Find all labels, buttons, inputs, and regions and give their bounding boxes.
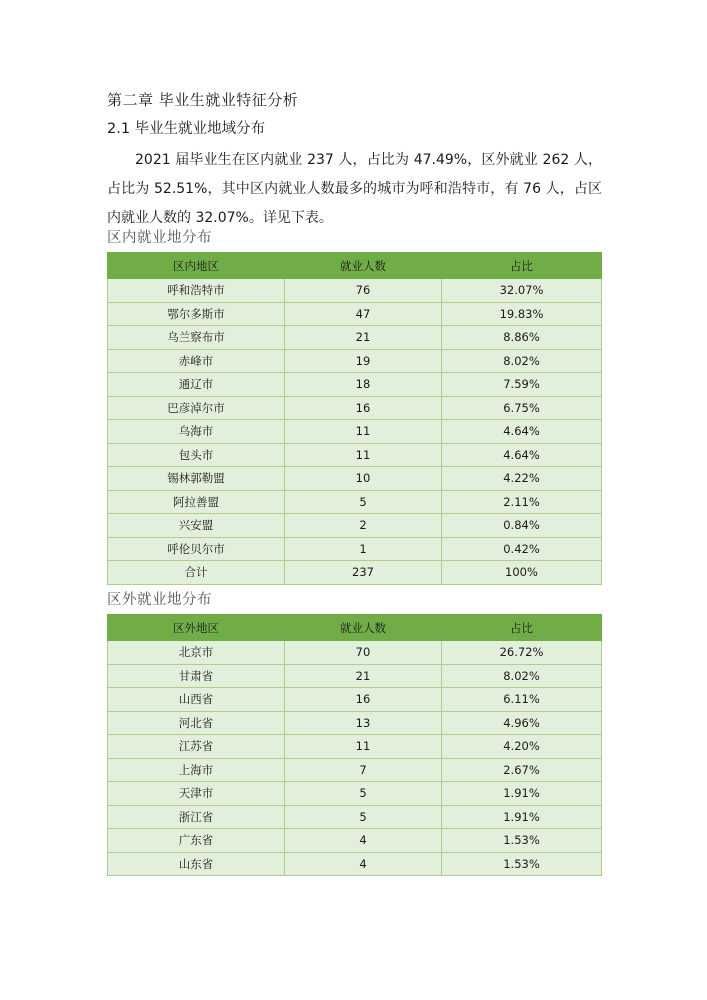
table-row xyxy=(108,514,602,538)
cell-region: 山东省 xyxy=(108,852,285,876)
cell-ratio: 1.91% xyxy=(442,805,602,829)
table-row xyxy=(108,349,602,373)
cell-ratio: 8.02% xyxy=(442,349,602,373)
cell-count: 5 xyxy=(285,490,442,514)
cell-count: 70 xyxy=(285,641,442,665)
cell-count: 10 xyxy=(285,467,442,491)
table-row xyxy=(108,664,602,688)
cell-region: 鄂尔多斯市 xyxy=(108,302,285,326)
cell-ratio: 4.96% xyxy=(442,711,602,735)
cell-count: 76 xyxy=(285,279,442,303)
table-row xyxy=(108,641,602,665)
cell-region: 山西省 xyxy=(108,688,285,712)
table1-caption: 区内就业地分布 xyxy=(107,230,212,246)
table-row xyxy=(108,396,602,420)
table-row xyxy=(108,561,602,585)
cell-count: 4 xyxy=(285,852,442,876)
cell-region: 天津市 xyxy=(108,782,285,806)
cell-region: 阿拉善盟 xyxy=(108,490,285,514)
table-row xyxy=(108,852,602,876)
table-row xyxy=(108,420,602,444)
table-row xyxy=(108,443,602,467)
cell-ratio: 1.91% xyxy=(442,782,602,806)
table-row xyxy=(108,782,602,806)
cell-count: 1 xyxy=(285,537,442,561)
header-region: 区外地区 xyxy=(108,615,285,641)
cell-region: 上海市 xyxy=(108,758,285,782)
body-paragraph xyxy=(107,146,602,233)
table-row xyxy=(108,537,602,561)
cell-ratio: 6.75% xyxy=(442,396,602,420)
cell-count: 18 xyxy=(285,373,442,397)
table2-body xyxy=(108,641,602,876)
cell-ratio: 0.84% xyxy=(442,514,602,538)
table-row xyxy=(108,688,602,712)
cell-count: 2 xyxy=(285,514,442,538)
table-row xyxy=(108,735,602,759)
cell-count: 19 xyxy=(285,349,442,373)
header-ratio: 占比 xyxy=(442,615,602,641)
paragraph-text: 2021 届毕业生在区内就业 237 人，占比为 47.49%，区外就业 262 人，占比为 52.51%，其中区内就业人数最多的城市为呼和浩特市，有 76 人，占区内就业人数的 32.07%。详见下表。 xyxy=(107,152,602,226)
domestic-employment-table xyxy=(107,252,602,585)
cell-count: 5 xyxy=(285,782,442,806)
cell-ratio: 1.53% xyxy=(442,829,602,853)
cell-count: 11 xyxy=(285,443,442,467)
external-employment-table xyxy=(107,614,602,876)
table-row xyxy=(108,711,602,735)
cell-count: 21 xyxy=(285,664,442,688)
table-row xyxy=(108,829,602,853)
table2-caption: 区外就业地分布 xyxy=(107,592,212,608)
cell-ratio: 7.59% xyxy=(442,373,602,397)
cell-region: 呼和浩特市 xyxy=(108,279,285,303)
cell-count: 16 xyxy=(285,688,442,712)
cell-region: 锡林郭勒盟 xyxy=(108,467,285,491)
table-row xyxy=(108,326,602,350)
cell-count: 13 xyxy=(285,711,442,735)
chapter-title: 第二章 毕业生就业特征分析 xyxy=(107,91,299,109)
cell-region: 呼伦贝尔市 xyxy=(108,537,285,561)
cell-count: 11 xyxy=(285,735,442,759)
table-row xyxy=(108,490,602,514)
cell-ratio: 26.72% xyxy=(442,641,602,665)
table1-body xyxy=(108,279,602,585)
cell-region: 北京市 xyxy=(108,641,285,665)
header-ratio: 占比 xyxy=(442,253,602,279)
cell-ratio: 8.86% xyxy=(442,326,602,350)
table-row xyxy=(108,279,602,303)
cell-count: 16 xyxy=(285,396,442,420)
table-row xyxy=(108,805,602,829)
table-row xyxy=(108,373,602,397)
cell-ratio: 4.20% xyxy=(442,735,602,759)
cell-region: 赤峰市 xyxy=(108,349,285,373)
cell-count: 21 xyxy=(285,326,442,350)
cell-count: 237 xyxy=(285,561,442,585)
cell-region: 江苏省 xyxy=(108,735,285,759)
cell-region: 河北省 xyxy=(108,711,285,735)
table-row xyxy=(108,758,602,782)
table-row xyxy=(108,302,602,326)
cell-region: 广东省 xyxy=(108,829,285,853)
cell-ratio: 2.11% xyxy=(442,490,602,514)
cell-ratio: 6.11% xyxy=(442,688,602,712)
cell-region: 巴彦淖尔市 xyxy=(108,396,285,420)
cell-ratio: 8.02% xyxy=(442,664,602,688)
cell-ratio: 4.64% xyxy=(442,443,602,467)
cell-ratio: 0.42% xyxy=(442,537,602,561)
section-title: 2.1 毕业生就业地域分布 xyxy=(107,121,266,137)
table-header-row xyxy=(108,615,602,641)
cell-region: 合计 xyxy=(108,561,285,585)
cell-ratio: 4.22% xyxy=(442,467,602,491)
cell-ratio: 4.64% xyxy=(442,420,602,444)
cell-count: 11 xyxy=(285,420,442,444)
cell-ratio: 1.53% xyxy=(442,852,602,876)
cell-ratio: 32.07% xyxy=(442,279,602,303)
cell-ratio: 19.83% xyxy=(442,302,602,326)
cell-region: 甘肃省 xyxy=(108,664,285,688)
cell-count: 4 xyxy=(285,829,442,853)
cell-region: 乌海市 xyxy=(108,420,285,444)
header-count: 就业人数 xyxy=(285,253,442,279)
cell-region: 乌兰察布市 xyxy=(108,326,285,350)
cell-count: 47 xyxy=(285,302,442,326)
cell-count: 7 xyxy=(285,758,442,782)
header-region: 区内地区 xyxy=(108,253,285,279)
table-header-row xyxy=(108,253,602,279)
cell-region: 通辽市 xyxy=(108,373,285,397)
table-row xyxy=(108,467,602,491)
cell-count: 5 xyxy=(285,805,442,829)
cell-ratio: 100% xyxy=(442,561,602,585)
cell-ratio: 2.67% xyxy=(442,758,602,782)
cell-region: 兴安盟 xyxy=(108,514,285,538)
header-count: 就业人数 xyxy=(285,615,442,641)
cell-region: 浙江省 xyxy=(108,805,285,829)
cell-region: 包头市 xyxy=(108,443,285,467)
